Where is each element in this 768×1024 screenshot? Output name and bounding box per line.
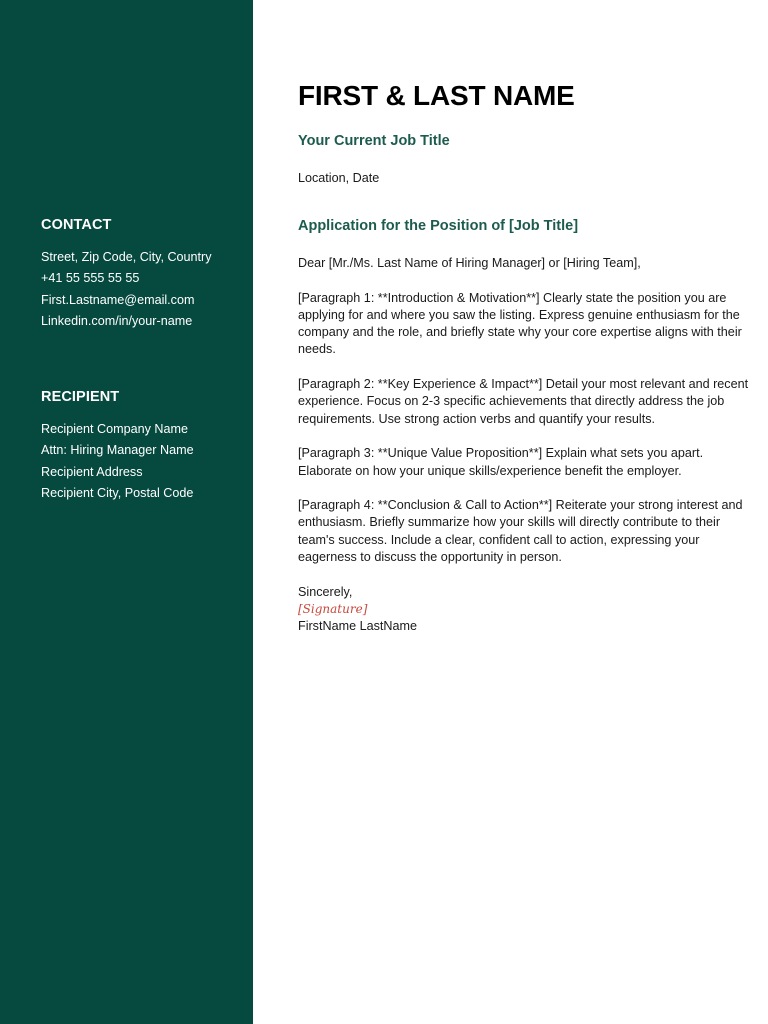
letter-subject: Application for the Position of [Job Title] xyxy=(298,218,579,234)
location-date: Location, Date xyxy=(298,171,380,185)
contact-heading: CONTACT xyxy=(41,217,112,233)
recipient-section xyxy=(41,389,241,504)
contact-phone: +41 55 555 55 55 xyxy=(41,271,140,286)
recipient-city: Recipient City, Postal Code xyxy=(41,485,194,500)
paragraph-1: [Paragraph 1: **Introduction & Motivation**] Clearly state the position you are applying for and where you saw the listing. Express genuine enthusiasm for the company and the role, and briefly state why your core expertise aligns with their needs. xyxy=(298,290,742,357)
contact-email: First.Lastname@email.com xyxy=(41,292,195,307)
job-title: Your Current Job Title xyxy=(298,133,450,149)
closing: Sincerely, xyxy=(298,584,353,599)
recipient-attn: Attn: Hiring Manager Name xyxy=(41,443,194,458)
closing-block xyxy=(298,584,753,636)
applicant-name: FIRST & LAST NAME xyxy=(298,80,575,111)
signer-name: FirstName LastName xyxy=(298,618,417,633)
contact-address: Street, Zip Code, City, Country xyxy=(41,250,212,264)
letter-text xyxy=(298,255,753,635)
paragraph-2: [Paragraph 2: **Key Experience & Impact**] Detail your most relevant and recent experience. Focus on 2-3 specific achievements that directly address the job requirements. Use strong action verbs and quantify your results. xyxy=(298,377,749,426)
recipient-company: Recipient Company Name xyxy=(41,422,188,436)
paragraph-4: [Paragraph 4: **Conclusion & Call to Action**] Reiterate your strong interest and enthusiasm. Briefly summarize how your skills will directly contribute to their team's success. Include a clear, confident call to action, expressing your eagerness to discuss the opportunity in person. xyxy=(298,498,743,565)
paragraph-3: [Paragraph 3: **Unique Value Proposition**] Explain what sets you apart. Elaborate on how your unique skills/experience benefit the employer. xyxy=(298,446,704,478)
contact-linkedin: Linkedin.com/in/your-name xyxy=(41,313,193,328)
contact-section xyxy=(41,217,241,332)
recipient-address: Recipient Address xyxy=(41,464,143,479)
salutation: Dear [Mr./Ms. Last Name of Hiring Manager] or [Hiring Team], xyxy=(298,256,641,270)
sidebar xyxy=(0,0,253,1024)
recipient-heading: RECIPIENT xyxy=(41,389,120,405)
signature: [Signature] xyxy=(298,601,368,616)
